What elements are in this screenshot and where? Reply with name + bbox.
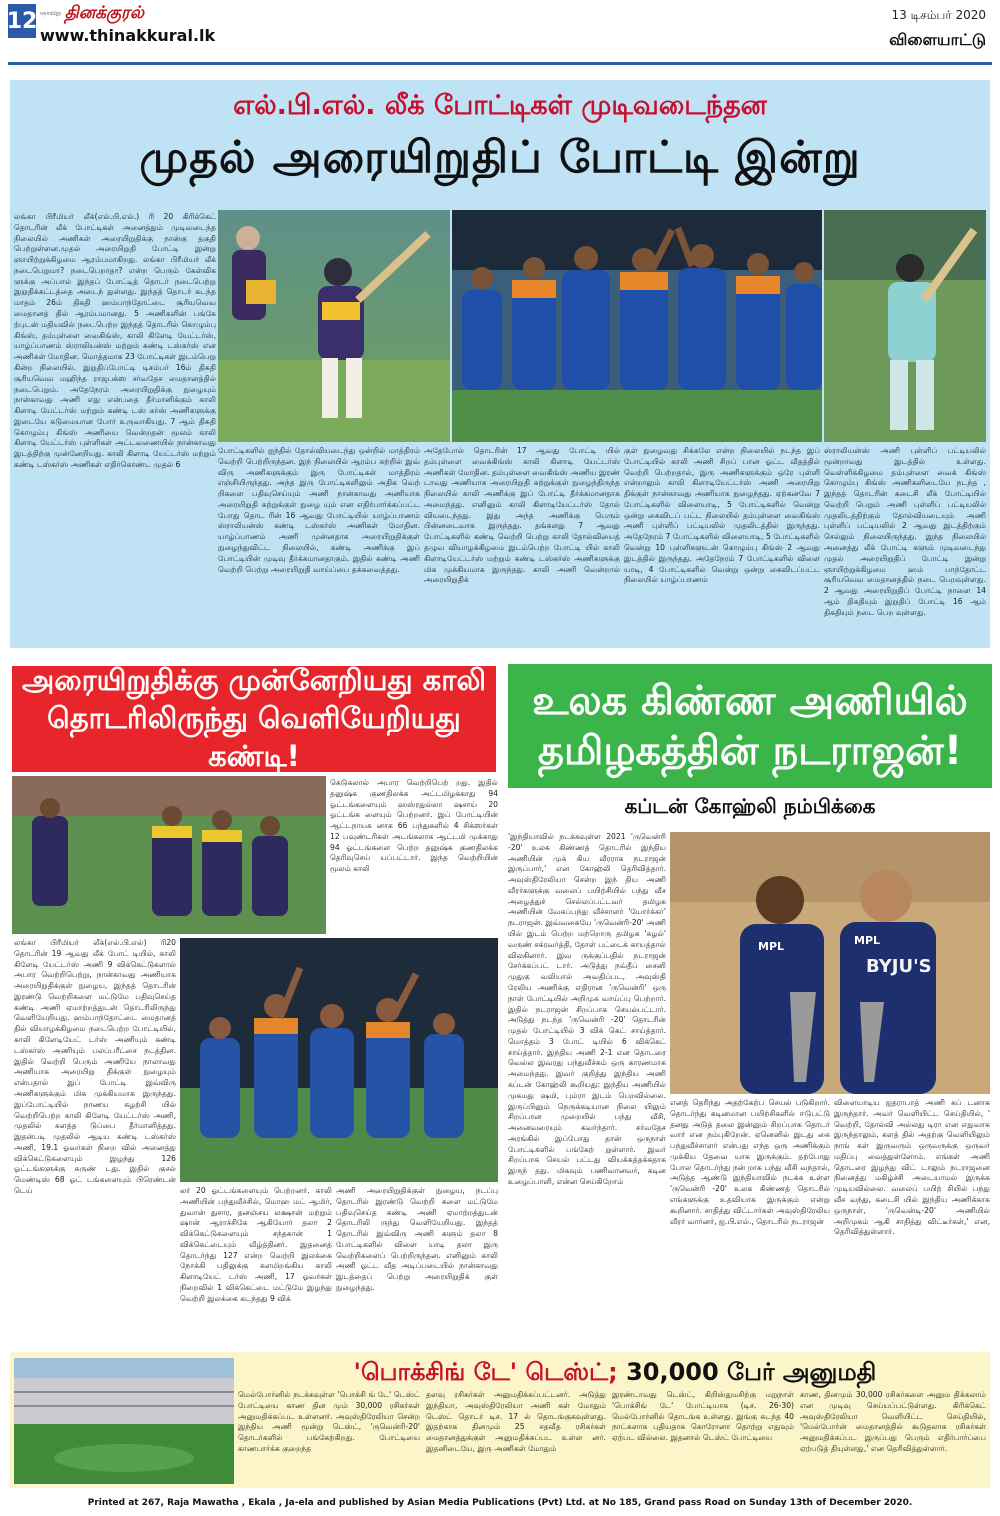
galle-photo-celebration [180, 938, 498, 1182]
page-number: 12 [8, 4, 36, 38]
issue-date: 13 டிசம்பர் 2020 [891, 8, 986, 22]
boxing-day-column-2: தளவு ரசிகர்கள் அனுமதிக்கப்பட்டனர். அடுத்து இந்தியா, அவுஸ்திரேலியா அணி கள் மோதும் டெஸ்ட் தொடர் டிச. 17 ல் தொடங்குகவுள்ளது. இதற்காக தினமும் 25 சதவீத ரசிகர்கள் மைதானத்துக்குள் அனுமதிக்கப்பட உள்ள னர். இதனிடையே, இரு அணிகள் மோதும் [426, 1390, 606, 1453]
boxing-day-column-1: மெல்போர்னில் நடக்கவுள்ள 'பொக்சி ங் டே' டெஸ்ட் போட்டியை காண தின மும் 30,000 ரசிகர்கள் அனுமதிக்கப்பட உள்ளனர். அவுஸ்திரேலியா சென்ற இந்திய அணி மூன்று டெஸ்ட், 'ருவென்ரி-20' தொடர்களில் பங்கேற்கிறது. போட்டியை காணபார்க்க குறைந்த [238, 1390, 420, 1453]
lead-column-3: அதேபோல் தொடரின் 17 ஆவது போட்டி யில் தம்புள்ளை வைக்கிங்ஸ் காலி கிளாடி யேட்டர்ஸ் அணிகள் மோதின. தம்புள்ளை வைகிங்ஸ் அணிய இரண் டாவது அணியாக அரையிறுதி சுற்றுக்குள் நுழைந்திருந்த நிலையில் காலி அணிக்கு இப் போட்டி தீர்க்கமானதாக அமைந்தது. எனினும் காலி கிளாடியேட்டர்ஸ் தோல் வியடைந்தது. இது அந்த அணிக்கு பெரும் பின்னடைவாக இருந்தது. தங்களது 7 ஆவது போட்டிகளில் கண்டி வெற்றி பெற்று காலி தோல்வியைத் தழுவ வியாழக்கிழமை இடம்பெற்ற போட்டி யில் காலி கிளாடியேட்டர்ஸ் மற்றும் கண்டி டஸ்கர்ஸ் அணிகளுக்கு மிக முக்கியமாக இருந்தது. காலி அணி வென்றால் அரையிறுதிக் [424, 446, 620, 585]
boxing-day-headline-tail: 30,000 பேர் அனுமதி [626, 1358, 877, 1386]
masthead-logo[interactable] [40, 4, 210, 24]
lead-column-2: போட்டிகளில் ஐந்தில் தோல்வியடைந்து ஒன்றில் மாத்திரம் வெற்றி பெற்றிருந்தன. இந் நிலையில் ஆரம்ப சுற்றில் இவ் விரு அணிகளுக்கும் இரு போட்டிகள் மாத்திரம் எஞ்சியிருந்தது. அந்த இரு போட்டிகளிலும் அதிக வெற் றிகளை பதிவுசெய்யும் அணி நான்காவது அணியாக அரையிறுதி சுற்றுக்குள் நுழை யும் என எதிர்பார்க்கப்பட்ட போது தொட ரின் 16 ஆவது போட்டியில் யாழ்ப்பாணம் ஸ்ராலியன்ஸ் கண்டி டஸ்கர்ஸ் அணிகள் மோதின. யாழ்ப்பாணம் அணி முன்னதாக அரையிறுதிக்குள் நுழைந்துவிட்ட நிலையில், கண்டி அணிக்கு இப் போட்டியின் முடிவு தீர்க்கமானதாகும். இதில் கண்டி அணி வெற்றி பெற்று அரையிறுதி வாய்ப்பை தக்கவைத்தது. [218, 446, 420, 574]
brand-prefix: ஞாயிறு [40, 10, 61, 17]
natarajan-headline-box [508, 664, 992, 788]
svg-text:BYJU'S: BYJU'S [866, 956, 932, 977]
lead-photo-team-celebration [452, 210, 822, 442]
section-name: விளையாட்டு [889, 30, 986, 49]
lead-kicker: எல்.பி.எல். லீக் போட்டிகள் முடிவடைந்தன [233, 90, 767, 121]
lead-photo-batsman-2 [824, 210, 986, 442]
galle-column-mid: லர் 20 ஓட்டங்களையும் பெற்றனர். காலி அணியின் பந்துவீச்சில், மொஹ மட் ஆமிர், துவான் துசார, தனஞ்சய லக்ஷான் மற்றும் ஷான் ஆராச்சிகே ஆகியோர் தலா 2 விக்கெட்டுகளையும் சந்தகான் 1 விக்கெட்டையும் வீழ்த்தினர். இதனைத் தொடர்ந்து 127 என்ற வெற்றி இலக்கை நோக்கி பதிலுக்கு களமிறங்கிய காலி கிளாடியேட் டர்ஸ் அணி, 17 ஓவர்கள் நிறைவில் 1 விக்கெட்டை மட்டுமே இழந்து வெற்றி இலக்கை கடந்தது 9 விக் [180, 1186, 332, 1303]
natarajan-column-3: விளையாடிய ஐதராபாத் அணி கப் டனாக இருந்தார். அவர் வெளியிட்ட செய்தியில், ' வெற்றி, தோல்வி அல்லது டிரா என எதுவாக இருந்தாலும், களத் தில் அதற்கு வெளியிலும் நாங் கள் இருவரும் ஒருவருக்கு ஒருவர் மதிப்பு வைத்துள்ளோம். எங்கள் அணி தொடரை இழந்து விட் டாலும் நடராஜனை நினைத்து மகிழ்ச்சி அடையாமல் இருக்க முடியவில்லை. வலைப் பயிற் சியில் பந்து வீச வந்து, கடைசி யில் இந்திய அணிக்காக ஒருநாள், 'ருவென்டி-20' அணியில் அறிமுகம் ஆகி சாதித்து விட்டீர்கள்,' என, தெரிவித்துள்ளார். [834, 1098, 990, 1237]
galle-column-top: கெடுகலால் அபார வெற்றிபெற் றது. இதில் தனுஷ்க குணதிலக்க அட்டமிழக்காது 94 ஓட்டங்களையும் ஹஸ்ரதுல்லா ஷசாய் 20 ஓட்டங்க ளையும் பெற்றனர். இப் போட்டியின் ஆட்டநாயக னாக 66 பந்துகளில் 4 சிக்ஸர்கள் 12 பவுண்டரிகள் அடங்கலாக ஆட்டமி முக்காது 94 ஓட்டங்களை பெற்ற தனுஷ்க குணதிலக்க தெரிவுசெய் யப்பட்டார். இந்த வெற்றியின் மூலம் காலி [330, 778, 498, 874]
boxing-day-column-4: காண, தினமும் 30,000 ரசிகர்களை அனும திக்கலாம் என முடிவு செய்யப்பட்டுள்ளது. கிரிக்கெட் அவுஸ்திரேலியா வெளியிட்ட செய்தியில், 'மெல்போர்ன் மைதானத்தில் கூடுதலாக ரசிகர்கள் அனுமதிக்கப்பட இருப்பது பெரும் எதிர்பார்ப்பை ஏற்படுத் தியுள்ளது,' என தெரிவித்துள்ளார். [800, 1390, 986, 1453]
lead-column-4: குள் நுழைவது சிக்கலே என்ற நிலையில் நடந்த இப் போட்டியில் காலி அணி சிறப் பான ஓட்ட வீதத்தில் வெற்றி பெற்றதால், இரு அணிகளுக்கும் ஒரே புள்ளி என்றாலும் காலி கிளாடியேட்டர்ஸ் அணி அரையிறு திக்குள் நான்காவது அணியாக நுழைந்தது. ஏற்கனவே 7 போட்டிகளில் விளையாடி, 5 போட்டிகளில் வென்று ஒன்று கைவிடப் பட்ட நிலையில் தம்புள்ளை வைகிங்ஸ் அணி புள்ளிப் பட்டியலில் முதலிடத்தில் இருந்தது. அதேநேரம் 7 போட்டிகளில் விளையாடி, 5 போட்டிகளில் வென்று 10 புள்ளிகளுடன் கொழும்பு கிங்ஸ் 2 ஆவது இடத்தில் இருந்தது. அதேநேரம் 7 போட்டிகளில் விளை யாடி, 4 போட்டிகளில் வென்று ஒன்று கைவிடப்பட்ட நிலையில் யாழ்ப்பாணம் [624, 446, 820, 585]
galle-photo-players [12, 776, 326, 934]
site-url[interactable]: www.thinakkural.lk [40, 26, 216, 45]
galle-headline-line1: அரையிறுதிக்கு முன்னேறியது காலி [22, 663, 486, 698]
galle-column-right: அணி அரையிறுதிக்குள் நுழைய, நடப்பு தொடரில் இரண்டு வெற்றி களை மட்டுமே பதிவுசெய்த கண்டி அணி ஏமாற்றத்துடன் தொடரிலி ருந்து வெளியேறியது. இந்தத் தொடரில் இவ்விரு அணி களும் தலா 8 போட்டிகளில் விளை யாடி தலா இரு வெற்றிகளைப் பெற்றிருந்தன. எனினும் காலி அணி ஓட்ட வீத அடிப்படையில் நான்காவது இடத்தைப் பெற்று அரையிறுதிக் குள் நுழைந்தது. [336, 1186, 498, 1293]
natarajan-photo-players [670, 832, 990, 1094]
natarajan-column-1: 'இந்தியாவில் நடக்கவுள்ள 2021 'ருவென்ரி -20' உலக கிண்ணத் தொடரில் இந்திய அணியின் முக் கிய வீரராக நடராஜன் இருப்பார்,' என கோஹ்லி தெரிவித்தார். அவுஸ்திரேலியா சென்ற இந் திய அணி வீரர்களுக்கு வலைப் பயிற்சியில் பந்து வீச அழைத்துச் செல்லப்பட்டவர் தமிழக அணியின் வேகப்பந்து வீச்சாளர் 'யோர்க்கர்' நடராஜன். இவ்வகையே 'ருவென்ரி-20' அணி யில் இடம் பெற்ற மற்றொரு தமிழக 'சுழல்' வருண் சக்ரவர்த்தி, தோள் பட்டைக் காயத்தால் விலகினார். இவ ருக்குப்பதில் நடராஜன் சேர்க்கப்பட் டார். அடுத்து நவ்தீப் சைனி முதுகு வலியால் அவதிப்பட, அவுஸ்தி ரேலிய அணிக்கு எதிரான 'ருவென்ரி' ஒரு நாள் போட்டியில் அறிமுக வாய்ப்பு பெற்றார். இதில் நடராஜன் சிறப்பாக செயல்பட்டார். அடுத்து நடந்த 'ருவென்ரி -20' தொடரின் முதல் போட்டியில் 3 விக் கெட் சாய்த்தார். மொத்தம் 3 போட் டியில் 6 விக்கெட் சாய்த்தார். இந்திய அணி 2-1 என தொடரை வெல்ல இவரது பந்துவீச்சும் ஒரு காரணமாக அமைந்தது. இவர் குறித்து இந்திய அணி கப்டன் கோஹ்லி கூறியது: இந்திய அணியில் முகமது ஷமி, பும்ரா இடம் பெறவில்லை. இருப்பினும் நெருக்கடியான நிலை யிலும் சிறப்பான முறையில் பந்து வீசி, அனைவரையும் கவர்ந்தார். சர்வதேச அரங்கில் இப்போது தான் ஒருநாள் போட்டிகளில் பங்கேற் றுள்ளார். இவர் சிறப்பாக செயல் பட்டது வியக்கத்தக்கதாக இருந் தது. மிகவும் பணிவானவர், கடின உழைப்பாளி, என்ன செய்கிறோம் [508, 832, 666, 1186]
lead-headline: முதல் அரையிறுதிப் போட்டி இன்று [139, 132, 861, 183]
boxing-day-photo-stadium [14, 1358, 234, 1484]
boxing-day-headline [240, 1358, 990, 1389]
masthead-divider [8, 62, 992, 65]
svg-text:MPL: MPL [854, 934, 881, 947]
galle-headline-box [12, 663, 496, 773]
svg-text:MPL: MPL [758, 940, 785, 953]
natarajan-column-2: எனத் தெரிந்து அதற்கேற்ப செயல் படுகிறார். தொடர்ந்து கடினமான பயிற்சிகளில் ஈடுபட்டு தனது அடுத் தலை இன்னும் சிறப்பாக தொடர் வார் என நம்புகிறேன். ஏனெனில் இடது கை பந்துவீச்சாளர் என்பது எந்த ஒரு அணிக்கும் முக்கிய தேவை யாக இருக்கும். தற்போது போல தொடர்ந்து நன் றாக பந்து வீசி வந்தால், அடுத்த ஆண்டு இந்தியாவில் நடக்க உள்ள 'ருவென்ரி -20' உலக கிண்ணத் தொடரில் எங்களுக்கு உதவியாக இருக்கும் என்று கூறினார். சாதித்து விட்டார்கள் அவுஸ்திரேலிய வீரர் வார்னர், ஐ.பி.எல்., தொடரில் நடராஜன் [670, 1098, 830, 1226]
lead-photo-batsman [218, 210, 450, 442]
natarajan-subheadline: கப்டன் கோஹ்லி நம்பிக்கை [624, 794, 876, 818]
print-imprint: Printed at 267, Raja Mawatha , Ekala , Ja-ela and published by Asian Media Publications (Pvt) Ltd. at No 185, Grand pass Road on Sunday 13th of December 2020. [87, 1498, 913, 1508]
galle-headline-line2: தொடரிலிருந்து வெளியேறியது கண்டி! [47, 701, 461, 773]
galle-column-left: லங்கா பிரீமியர் லீக்(எல்.பி.எல்) ரி20 தொடரின் 19 ஆவது லீக் போட் டியில், காலி கிளேடி யேட்டர்ஸ் அணி 9 விக்கெட்டுகளால் அபார வெற்றிபெற்று, நான்காவது அணியாக அரையிறுதிக்குள் நுழைய, இந்தத் தொடரின் இரண்டு வெற்றிகளை மட்டுமே பதிவுசெய்த கண்டி அணி ஏமாற்றத்துடன் தொடரிலிருந்து வெளியேறியது. ஹம்பாந்தோட்டை மைதானத் தில் வியாழக்கிழமை நடைபெற்ற போட்டியில், காலி கிளேடியேட் டர்ஸ் அணியும் கண்டி டஸ்கர்ஸ் அணியும் பலப்பரீட்சை நடத்தின. இதில் வெற்றி பெரும் அணியே நாலாவது அணியாக அரையிறு திக்குள் நுழையும் என்பதால் இப் போட்டி இவ்விரு அணிகளுக்கும் மிக முக்கியமாக இருந்தது. இப்போட்டியில் நாணய சுழற்சி யில் வெற்றிபெற்ற காலி கிளேடி யேட்டர்ஸ் அணி, முதலில் களத்த டுப்பை தீர்மானித்தது. இதன்படி முதலில் ஆடிய கண்டி டஸ்கர்ஸ் அணி, 19.1 ஓவர்கள் நிறை வில் அனைத்து விக்கெட்டுகளையும் இழந்து 126 ஓட்டங்களுக்கு சுருண் டது. இதில் குசல் மெண்டிஸ் 68 ஓட் டங்களையும் பிரெண்டன் டெய் [14, 938, 176, 1195]
lead-column-1: லங்கா பிரீமியர் லீக்(எல்.பி.எல்.) ரி 20 கிரிக்கெட் தொடரின் லீக் போட்டிகள் அனைத்தும் முடிவடைந்த நிலையில் அணிகள் அரையிறுதிக்கு நான்கு தகுதி பெற்றுள்ளன.முதல் அரையிறுதி போட்டி இன்று ஞாயிற்றுக்கிழமை ஆரம்பமாகிறது. லங்கா பிரீமியர் லீக் நடைபெறுமா? நடைபெறாதா? என்ற பெரும் கேள்விக ளுக்கு அப்பால் இந்தப் போட்டித் தொடர் நடைபெற்று இறுதிக்கட்டத்தை அடைந் துள்ளது. இந்தத் தொடர் கடந்த மாதம் 26ம் திகதி ஹம்பாந்தோட்டை சூரியவெவ மைதானத் தில் ஆரம்பமானது. 5 அணிகளின் பங்கே ற்புடன் மதியவில் நடைபெற்ற இந்தத் தொடரில் கொழும்பு கிங்ஸ், தம்புள்ளை வைகிங்ஸ், காலி கிளேடி யேட்டர்ஸ், யாழ்ப்பாணம் ஸ்ராலியன்ஸ் மற்றும் கண்டி டஸ்கர்ஸ் என அணிகள் மோதின. மொத்தமாக 23 போட்டிகள் இடம்பெறு கின்ற நிலையில். இறுதிப்போட்டி டிசம்பர் 16ம் திகதி சூரியவெவ மஹிந்த ராஜபக்ஸ சர்வதேச மைதானத்தில் நடைபெறும். அதேநேரம் அரையிறுதிக்கு நுழையும் நான்காவது அணி எது என்பதை தீர்மானிக்கும் காலி கிளாடி யேட்டர்ஸ் மற்றும் கண்டி டஸ் கர்ஸ் அணிகளுக்கு இடையே கடுமையான போர் உருவாகியது. 7 ஆம் திகதி கொழும்பு கிங்ஸ் அணியை வென்றதன் மூலம் காலி கிளாடி யேட்டர்ஸ் புள்ளிகள் அட்டவணையில் நான்காவது இடத்திற்கு முன்னேறியது. காலி கிளாடி யேட்டர்ஸ் மற்றும் கண்டி டஸ்கர்ஸ் அணிகள் எதிர்கொண்ட முதல் 6 [14, 212, 216, 469]
natarajan-headline-line2: தமிழகத்தின் நடராஜன்! [537, 728, 963, 774]
boxing-day-column-3: இரண்டாவது டெஸ்ட், கிறிஸ்துமசிற்கு மறுநாள் 'பொக்சிங் டே' போட்டியாக (டிச. 26-30) மெல்போர்னில் தொடங்க உள்ளது. இங்கு கடந்த 40 நாட்களாக புதியதாக கொரோனா தொற்று எதுவும் ஏற்பட வில்லை. இதனால் டெஸ்ட் போட்டியை [612, 1390, 794, 1443]
lead-column-5: ஸ்ராலியன்ஸ் அணி புள்ளிப் பட்டியலில் மூன்றாவது இடத்தில் உள்ளது. வெள்ளிக்கிழமை தம்புள்ளை வைக் கிங்ஸ் கொழும்பு கிங்ஸ் அணிகளிடையே நடந்த , இந்தத் தொடரின் கடைசி லீக் போட்டியில் வெற்றி பெறும் அணி புள்ளிப் பட்டியலில் முதலிடத்திற்கும் தோல்வியடையும் அணி புள்ளிப் பட்டியலில் 2 ஆவது இடத்திற்கும் செல்லும் நிலையிருந்தது. இந்த நிலையில் அனைத்து லீக் போட்டி களும் முடிவடைந்து முதல் அரையிறுதிப் போட்டி இன்று ஞாயிற்றுக்கிழமை ஹம் பாந்தோட்ட சூரியவெவ மைதானத்தில் நடை பெறவுள்ளது. 2 ஆவது அரையிறுதிப் போட்டி நாளை 14 ஆம் திகதியும் இறுதிப் போட்டி 16 ஆம் திகதியும் நடை பெற வுள்ளது. [824, 446, 986, 617]
natarajan-headline-line1: உலக கிண்ண அணியில் [532, 678, 968, 724]
boxing-day-headline-main: 'பொக்சிங் டே' டெஸ்ட்; [353, 1358, 618, 1386]
brand-name: தினக்குரல் [64, 3, 144, 23]
